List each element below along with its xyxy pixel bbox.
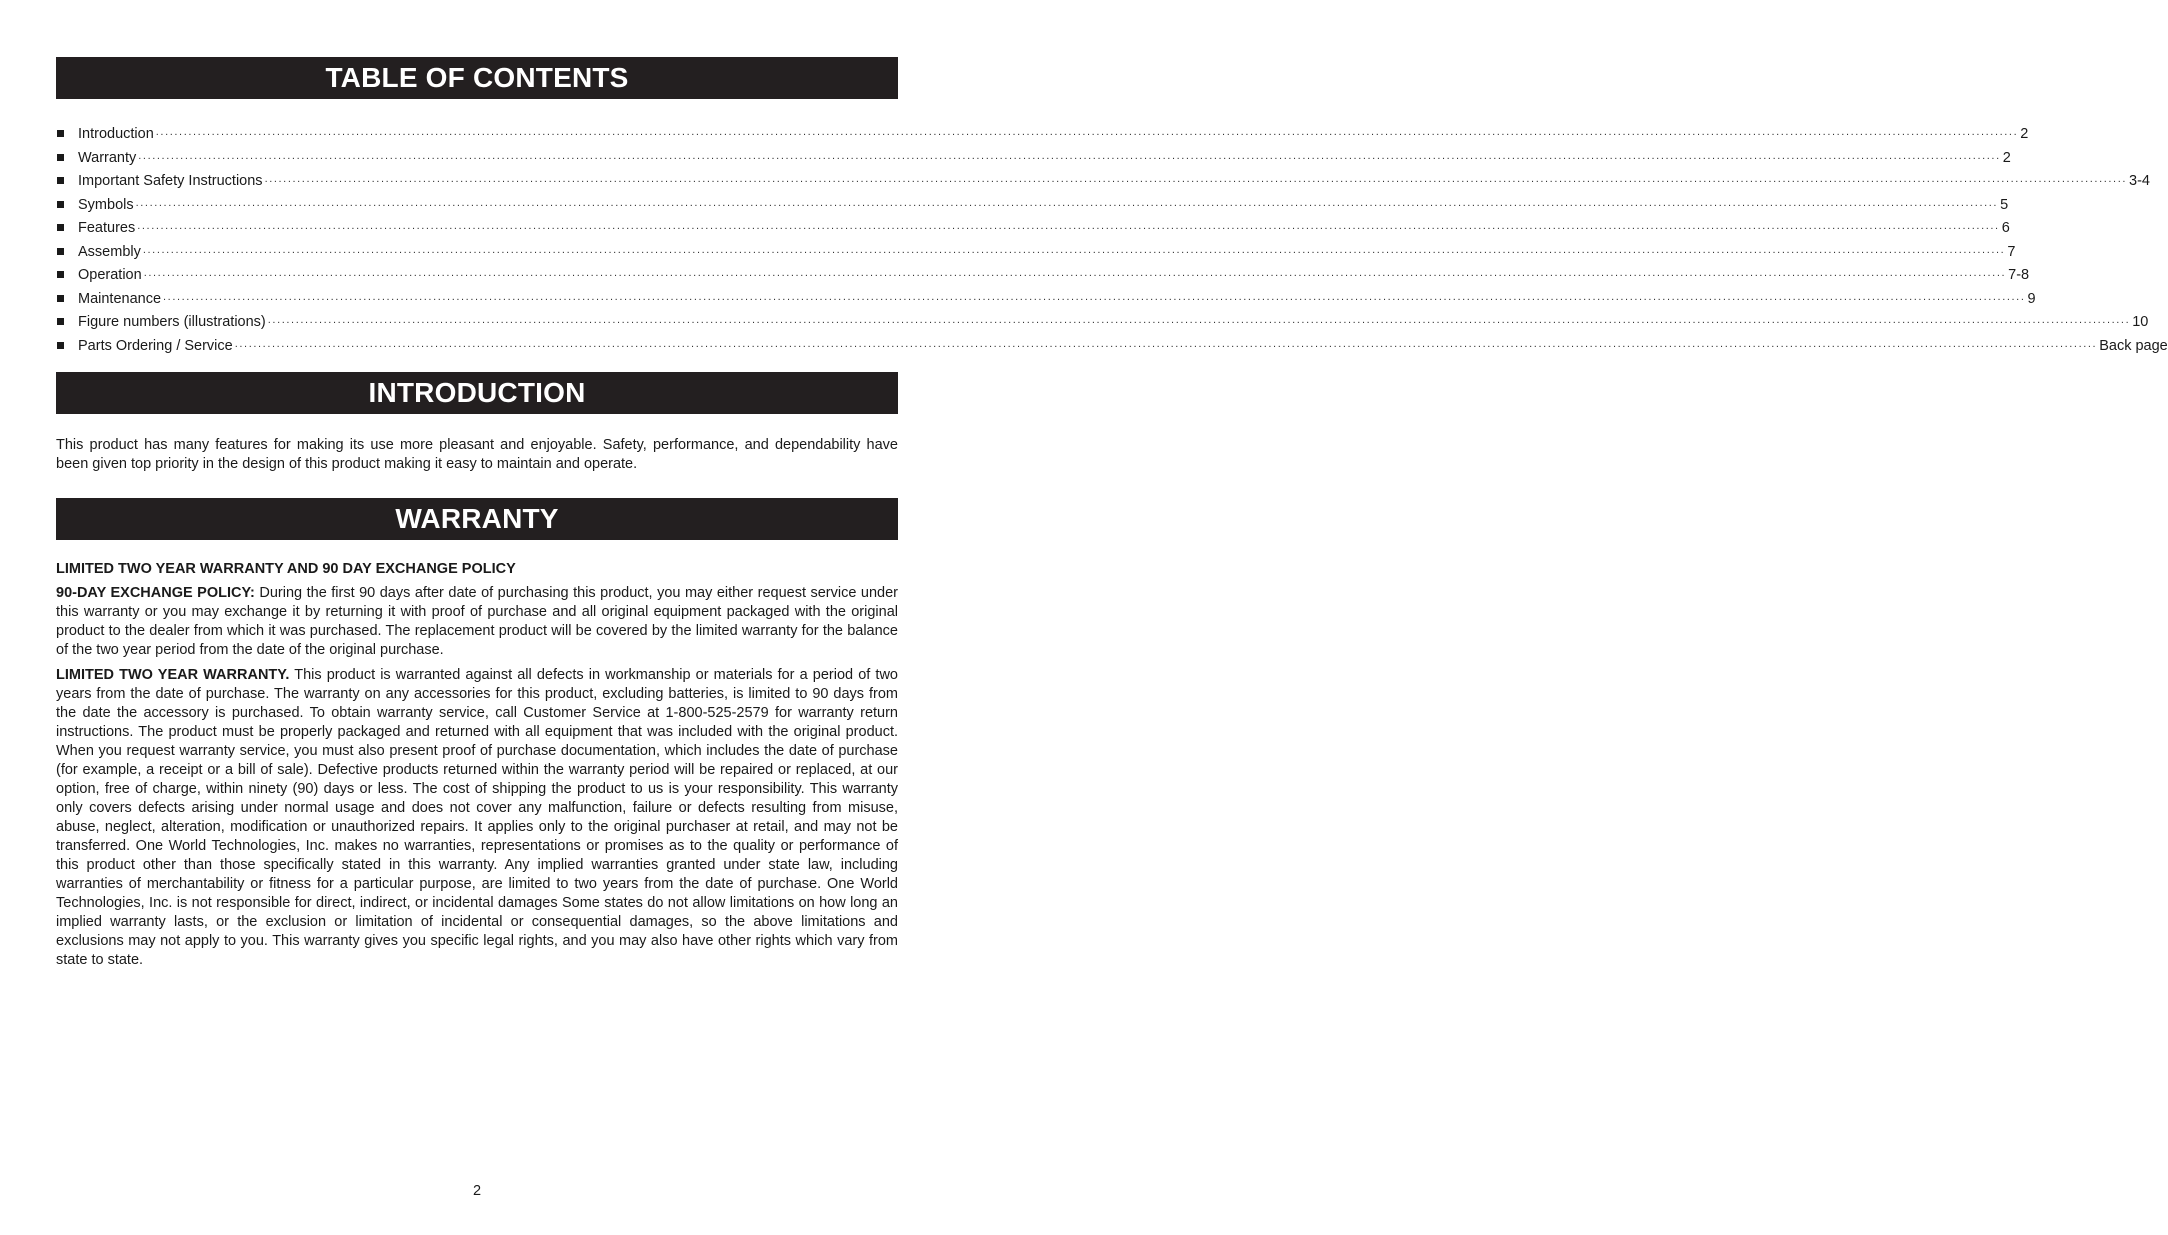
toc-item-page: 3-4 [2129, 173, 2150, 189]
toc-item [56, 264, 2030, 288]
square-bullet-icon [57, 130, 64, 137]
dot-leader: ................................................................................................................................................................................................................................................................................................................................................................................................................ [135, 196, 1999, 209]
toc-item [56, 170, 2150, 194]
dot-leader: ................................................................................................................................................................................................................................................................................................................................................................................................................ [163, 290, 2026, 303]
toc-item [56, 288, 2036, 312]
toc-list [56, 99, 2168, 358]
toc-item-page: 10 [2132, 314, 2149, 330]
toc-item [56, 123, 2029, 147]
toc-item-page: 7-8 [2008, 267, 2030, 283]
toc-item [56, 194, 2009, 218]
toc-item [56, 217, 2010, 241]
exchange-policy-text: During the first 90 days after date of purchasing this product, you may either request service under this warranty or you may exchange it by returning it with proof of purchase and all original equipment packaged with the original product to the dealer from which it was purchased. The replacement product will be covered by the limited warranty for the balance of the two year period from the date of the original purchase. [56, 585, 898, 658]
toc-item-label: Introduction [78, 126, 154, 142]
square-bullet-icon [57, 248, 64, 255]
toc-item-page: Back page [2099, 337, 2168, 354]
toc-item-page: 2 [2020, 126, 2029, 142]
introduction-title: INTRODUCTION [56, 372, 898, 414]
toc-item [56, 335, 2168, 359]
toc-item-label: Warranty [78, 149, 137, 166]
introduction-text: This product has many features for making its use more pleasant and enjoyable. Safety, performance, and dependability have been given top priority in the design of this product making it easy to maintain and operate. [56, 437, 898, 472]
dot-leader: ................................................................................................................................................................................................................................................................................................................................................................................................................ [137, 220, 2000, 232]
toc-item [56, 311, 2149, 335]
toc-item-label: Important Safety Instructions [78, 173, 263, 189]
toc-item [56, 147, 2011, 171]
toc-item-label: Parts Ordering / Service [78, 337, 233, 354]
toc-item-label: Maintenance [78, 290, 162, 307]
toc-item-page: 7 [2007, 243, 2016, 260]
square-bullet-icon [57, 318, 64, 325]
limited-warranty-lead: LIMITED TWO YEAR WARRANTY. [56, 667, 290, 683]
toc-item-label: Features [78, 220, 136, 236]
toc-item-page: 2 [2002, 149, 2011, 166]
limited-warranty-paragraph [56, 666, 898, 970]
page-number: 2 [472, 1183, 482, 1199]
toc-item-page: 9 [2027, 290, 2036, 307]
dot-leader: ................................................................................................................................................................................................................................................................................................................................................................................................................ [155, 126, 2019, 138]
square-bullet-icon [57, 201, 64, 208]
toc-item-label: Assembly [78, 243, 141, 260]
toc-item-page: 5 [2000, 196, 2009, 213]
warranty-heading: LIMITED TWO YEAR WARRANTY AND 90 DAY EXCHANGE POLICY [56, 561, 516, 577]
dot-leader: ................................................................................................................................................................................................................................................................................................................................................................................................................ [234, 337, 2098, 350]
dot-leader: ................................................................................................................................................................................................................................................................................................................................................................................................................ [138, 149, 2001, 162]
square-bullet-icon [57, 177, 64, 184]
toc-item-label: Figure numbers (illustrations) [78, 314, 266, 330]
exchange-policy-paragraph [56, 584, 898, 660]
toc-title: TABLE OF CONTENTS [56, 57, 898, 99]
toc-item [56, 241, 2016, 265]
dot-leader: ................................................................................................................................................................................................................................................................................................................................................................................................................ [143, 267, 2007, 279]
dot-leader: ................................................................................................................................................................................................................................................................................................................................................................................................................ [264, 173, 2128, 185]
limited-warranty-text: This product is warranted against all defects in workmanship or materials for a period of two years from the date of purchase. The warranty on any accessories for this product, excluding batteries, is limited to 90 days from the date the accessory is purchased. To obtain warranty service, call Customer Service at 1-800-525-2579 for warranty return instructions. The product must be properly packaged and returned with all equipment that was included with the original product. When you request warranty service, you must also present proof of purchase documentation, which includes the date of purchase (for example, a receipt or a bill of sale). Defective products returned within the warranty period will be repaired or replaced, at our option, free of charge, within ninety (90) days or less. The cost of shipping the product to us is your responsibility. This warranty only covers defects arising under normal usage and does not cover any malfunction, failure or defects resulting from misuse, abuse, neglect, alteration, modification or unauthorized repairs. It applies only to the original purchaser at retail, and may not be transferred. One World Technologies, Inc. makes no warranties, representations or promises as to the quality or performance of this product other than those specifically stated in this warranty. Any implied warranties granted under state law, including warranties of merchantability or fitness for a particular purpose, are limited to two years from the date of purchase. One World Technologies, Inc. is not responsible for direct, indirect, or incidental damages Some states do not allow limitations on how long an implied warranty lasts, or the exclusion or limitation of incidental or consequential damages, so the above limitations and exclusions may not apply to you. This warranty gives you specific legal rights, and you may also have other rights which vary from state to state. [56, 667, 898, 968]
dot-leader: ................................................................................................................................................................................................................................................................................................................................................................................................................ [267, 314, 2131, 326]
square-bullet-icon [57, 295, 64, 302]
square-bullet-icon [57, 154, 64, 161]
toc-item-page: 6 [2001, 220, 2010, 236]
square-bullet-icon [57, 342, 64, 349]
square-bullet-icon [57, 271, 64, 278]
toc-item-label: Symbols [78, 196, 134, 213]
toc-item-label: Operation [78, 267, 142, 283]
square-bullet-icon [57, 224, 64, 231]
warranty-title: WARRANTY [56, 498, 898, 540]
document-page [56, 57, 2168, 970]
exchange-policy-lead: 90-DAY EXCHANGE POLICY: [56, 585, 255, 601]
dot-leader: ................................................................................................................................................................................................................................................................................................................................................................................................................ [142, 243, 2006, 256]
